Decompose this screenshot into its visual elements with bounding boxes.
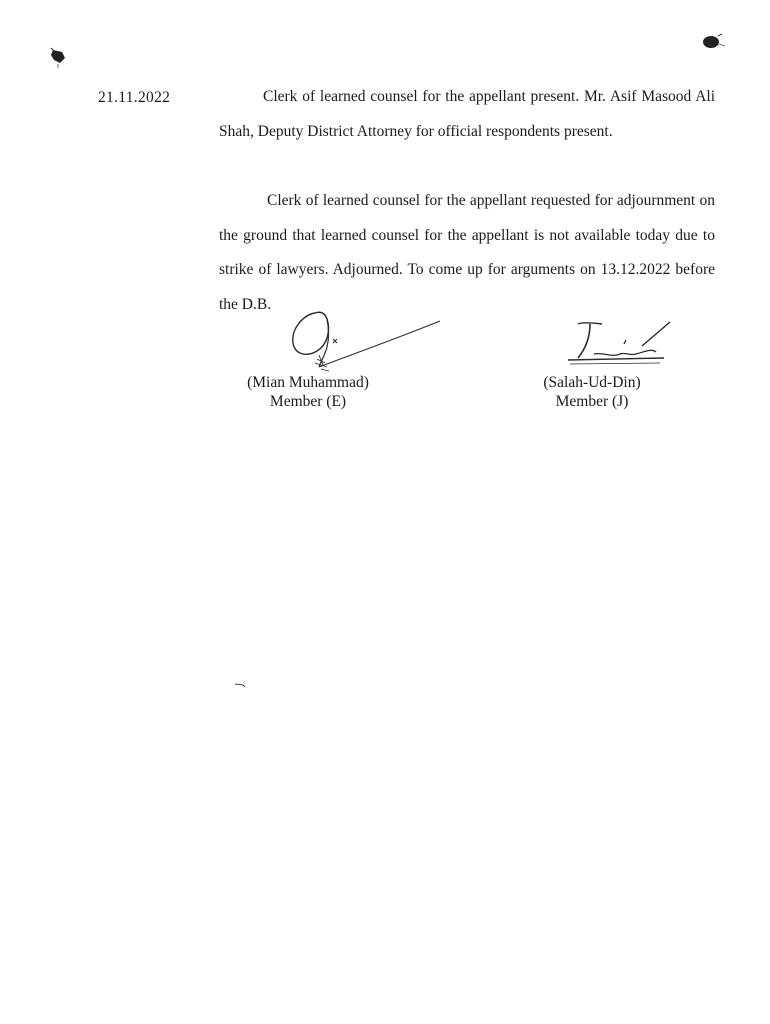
scan-speck-top-right	[700, 30, 726, 52]
order-paragraph-adjournment: Clerk of learned counsel for the appellant requested for adjournment on the ground that learned counsel for the appellant is not available today due to strike of lawyers. Adjourned. To come up for arguments on 13.12.2022 before the D.B.	[219, 192, 715, 313]
scan-speck-small	[234, 682, 246, 688]
signatory-designation: Member (E)	[269, 393, 347, 410]
order-paragraph-attendance: Clerk of learned counsel for the appellant present. Mr. Asif Masood Ali Shah, Deputy District Attorney for official respondents present.	[219, 88, 715, 140]
order-date: 21.11.2022	[98, 89, 171, 106]
signatory-member-e	[228, 373, 388, 411]
signatory-name: (Salah-Ud-Din)	[543, 374, 641, 391]
signatory-designation: Member (J)	[555, 393, 629, 410]
signature-right-drawing	[560, 318, 675, 373]
signatory-member-j	[522, 373, 662, 411]
signatory-name: (Mian Muhammad)	[247, 374, 369, 391]
scan-speck-top-left	[48, 46, 70, 68]
